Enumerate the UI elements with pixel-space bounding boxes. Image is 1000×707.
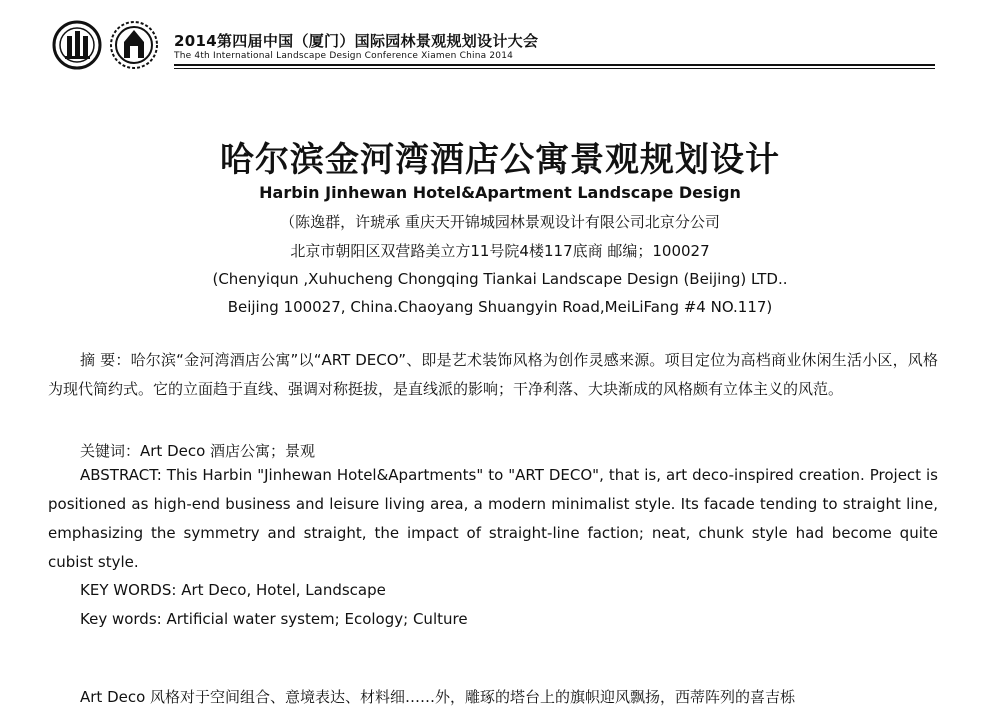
abstract-en: ABSTRACT: This Harbin "Jinhewan Hotel&Apartments" to "ART DECO", that is, art deco-inspired creation. Project is positioned as high-end business and leisure living area, a modern minimalist style. Its facade tending to straight line, emphasizing the symmetry and straight, the impact of straight-line faction; neat, chunk style had become quite cubist style.: [48, 466, 938, 571]
header-rule-thin: [174, 68, 935, 69]
keywords-en: KEY WORDS: Art Deco, Hotel, Landscape: [80, 581, 386, 599]
abstract-cn-block: [48, 346, 938, 404]
paper-title-en: Harbin Jinhewan Hotel&Apartment Landscape Design: [259, 183, 741, 202]
body-text-start: Art Deco 风格对于空间组合、意境表达、材料细……外，雕琢的塔台上的旗帜迎风飘扬，西蒂阵列的喜吉栎: [80, 688, 796, 706]
conference-logo-right: [109, 18, 159, 72]
conference-logo-left: [52, 18, 102, 72]
authors-cn-line2: 北京市朝阳区双营路美立方11号院4楼117底商 邮编；100027: [290, 242, 710, 260]
authors-en-line2: Beijing 100027, China.Chaoyang Shuangyin Road,MeiLiFang #4 NO.117): [227, 298, 773, 316]
paper-title-cn: 哈尔滨金河湾酒店公寓景观规划设计: [220, 140, 780, 180]
authors-en-line1: (Chenyiqun ,Xuhucheng Chongqing Tiankai Landscape Design (Beijing) LTD..: [212, 270, 788, 288]
authors-cn-line1: （陈逸群，许琥承 重庆天开锦城园林景观设计有限公司北京分公司: [280, 213, 720, 231]
conference-title-cn: 2014第四届中国（厦门）国际园林景观规划设计大会: [174, 32, 539, 50]
header-rule: [174, 64, 935, 66]
keywords-en-2: Key words: Artificial water system; Ecology; Culture: [80, 610, 468, 628]
keywords-cn: 关键词：Art Deco 酒店公寓；景观: [80, 442, 316, 460]
abstract-cn: 摘 要：哈尔滨“金河湾酒店公寓”以“ART DECO”、即是艺术装饰风格为创作灵感来源。项目定位为高档商业休闲生活小区，风格为现代简约式。它的立面趋于直线、强调对称挺拔，是直线派的影响；干净利落、大块渐成的风格颇有立体主义的风范。: [48, 351, 938, 398]
conference-title-en: The 4th International Landscape Design Conference Xiamen China 2014: [174, 51, 514, 61]
abstract-en-block: [48, 461, 938, 577]
